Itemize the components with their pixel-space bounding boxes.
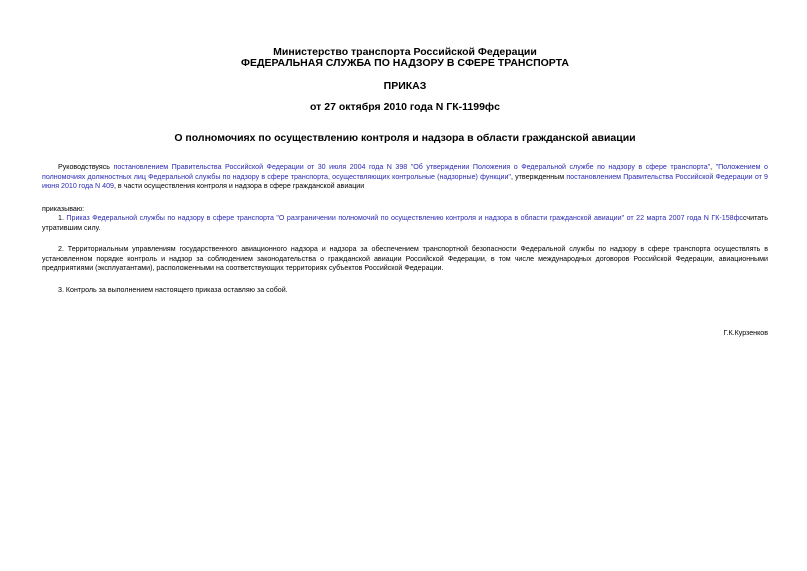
link-government-decree-398[interactable]: постановлением Правительства Российской Федерации от 30 июля 2004 года N 398 "Об утверждении Положения о Федеральной службе по надзору в сфере транспорта" (113, 163, 711, 171)
order-item-2: 2. Территориальным управлениям государственного авиационного надзора и надзора за обеспечением транспортной безопасности Федеральной службы по надзору в сфере транспорта осуществлять в установленном порядке контроль и надзор за соблюдением законодательства о гражданской авиации Российской Федерации, в том числе международных договоров Российской Федерации, авиационными предприятиями (эксплуатантами), расположенными на соответствующих территориях субъектов Российской Федерации. (42, 245, 768, 273)
doc-date-heading: от 27 октября 2010 года N ГК-1199фс (310, 101, 500, 113)
order-item-1 (42, 214, 768, 233)
doc-title: О полномочиях по осуществлению контроля и надзора в области гражданской авиации (174, 132, 636, 144)
doc-type-heading: ПРИКАЗ (383, 80, 427, 92)
preamble-text-3: , утвержденным (510, 172, 567, 181)
service-heading: ФЕДЕРАЛЬНАЯ СЛУЖБА ПО НАДЗОРУ В СФЕРЕ ТРАНСПОРТА (241, 57, 569, 69)
signature: Г.К.Курзенков (723, 329, 768, 337)
item-1-text: считать утратившим силу. (42, 214, 768, 232)
order-label: приказываю: (42, 205, 85, 213)
link-government-decree-409[interactable]: постановлением Правительства Российской Федерации от 9 июня 2010 года N 409 (42, 172, 768, 191)
order-item-3: 3. Контроль за выполнением настоящего приказа оставляю за собой. (58, 286, 288, 294)
preamble-text-4: , в части осуществления контроля и надзора в сфере гражданской авиации (113, 182, 365, 191)
item-1-number: 1. (58, 214, 67, 222)
preamble-paragraph (42, 163, 768, 192)
link-order-gk-158fs[interactable]: Приказ Федеральной службы по надзору в сфере транспорта "О разграничении полномочий по осуществлению контроля и надзора в области гражданской авиации" от 22 марта 2007 года N ГК-158фс (66, 214, 743, 222)
document-page (42, 0, 768, 571)
ministry-heading: Министерство транспорта Российской Федерации (273, 46, 537, 58)
link-officials-powers-regulation[interactable]: "Положением о полномочиях должностных лиц Федеральной службы по надзору в сфере транспорта, осуществляющих контрольные (надзорные) функции" (42, 163, 768, 181)
preamble-text-2: , (710, 163, 716, 171)
preamble-text-1: Руководствуясь (58, 163, 114, 171)
